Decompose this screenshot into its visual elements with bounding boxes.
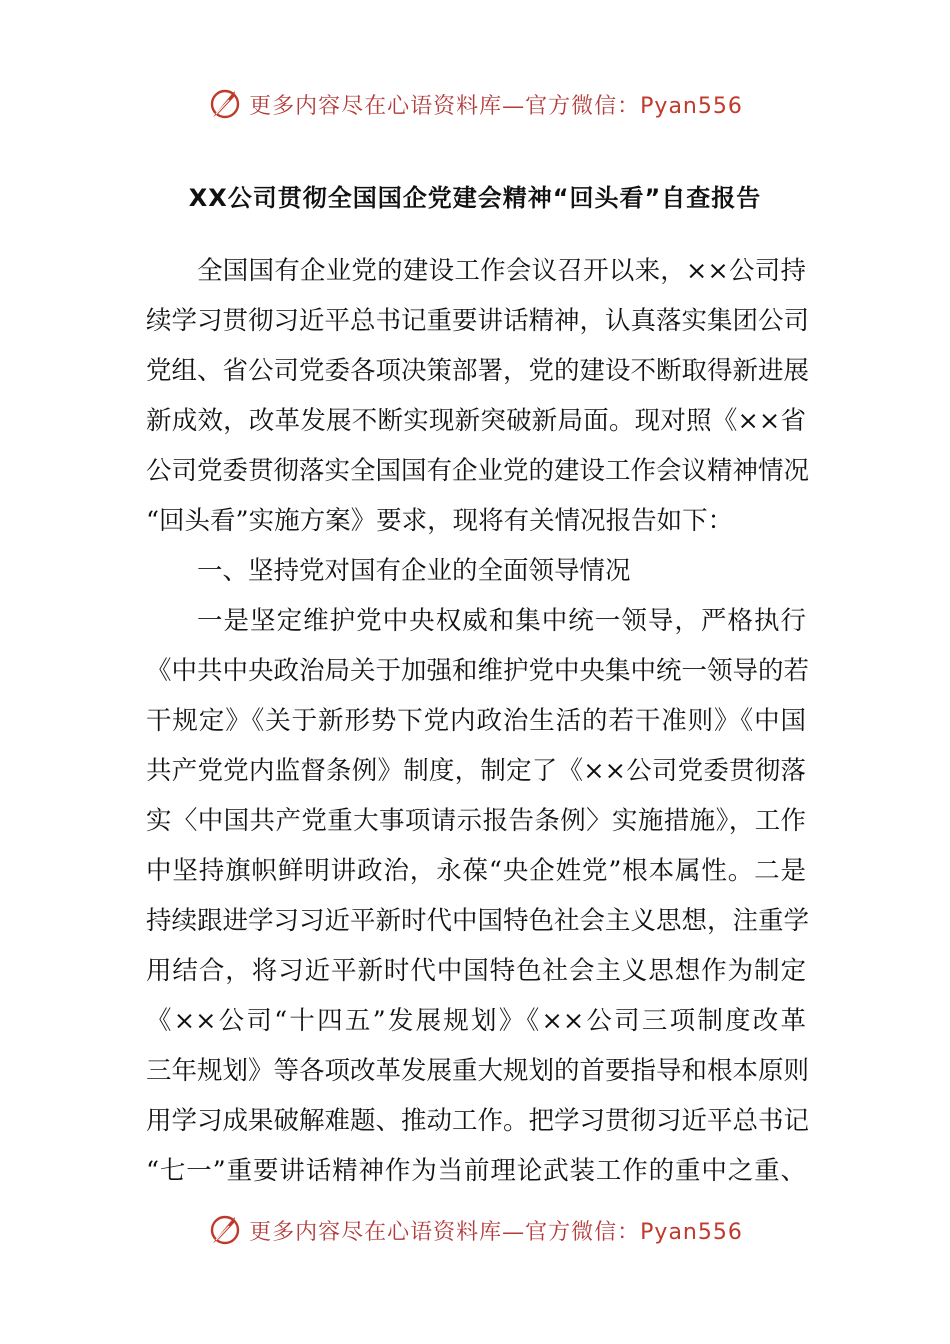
watermark-text: 更多内容尽在心语资料库—官方微信：Pyan556	[249, 1219, 743, 1245]
text-line: 党组、省公司党委各项决策部署，党的建设不断取得新进展	[146, 356, 810, 386]
document-title: XX公司贯彻全国国企党建会精神“回头看”自查报告	[188, 184, 762, 212]
watermark-text: 更多内容尽在心语资料库—官方微信：Pyan556	[249, 93, 743, 119]
wechat-id: Pyan556	[640, 93, 743, 119]
text-line: 干规定》《关于新形势下党内政治生活的若干准则》《中国	[146, 706, 806, 736]
quill-logo-icon	[207, 86, 243, 122]
text-line: 中坚持旗帜鲜明讲政治，永葆“央企姓党”根本属性。二是	[146, 856, 806, 886]
text-line: 持续跟进学习习近平新时代中国特色社会主义思想，注重学	[146, 906, 810, 936]
text-line: 公司党委贯彻落实全国国有企业党的建设工作会议精神情况	[146, 456, 810, 486]
text-line: 《中共中央政治局关于加强和维护党中央集中统一领导的若	[146, 656, 810, 686]
quill-logo-icon	[207, 1212, 243, 1248]
text-line: 共产党党内监督条例》制度，制定了《××公司党委贯彻落	[146, 756, 806, 786]
text-line: “七一”重要讲话精神作为当前理论武装工作的重中之重、	[146, 1156, 806, 1186]
text-line: 全国国有企业党的建设工作会议召开以来，××公司持	[197, 256, 806, 286]
text-line: 用学习成果破解难题、推动工作。把学习贯彻习近平总书记	[146, 1106, 810, 1136]
text-line: 一是坚定维护党中央权威和集中统一领导，严格执行	[197, 606, 806, 636]
section-heading: 一、坚持党对国有企业的全面领导情况	[197, 556, 631, 586]
text-line: 新成效，改革发展不断实现新突破新局面。现对照《××省	[146, 406, 806, 436]
text-line: 三年规划》等各项改革发展重大规划的首要指导和根本原则	[146, 1056, 810, 1086]
document-body	[146, 246, 810, 1196]
text-line: 实〈中国共产党重大事项请示报告条例〉实施措施》，工作	[146, 806, 806, 836]
text-line: “回头看”实施方案》要求，现将有关情况报告如下：	[146, 506, 734, 536]
text-line: 《××公司“十四五”发展规划》《××公司三项制度改革	[146, 1006, 806, 1036]
text-line: 用结合，将习近平新时代中国特色社会主义思想作为制定	[146, 956, 806, 986]
watermark-banner-bottom	[0, 1208, 950, 1252]
text-line: 续学习贯彻习近平总书记重要讲话精神，认真落实集团公司	[146, 306, 810, 336]
watermark-banner-top	[0, 82, 950, 126]
wechat-id: Pyan556	[640, 1219, 743, 1245]
